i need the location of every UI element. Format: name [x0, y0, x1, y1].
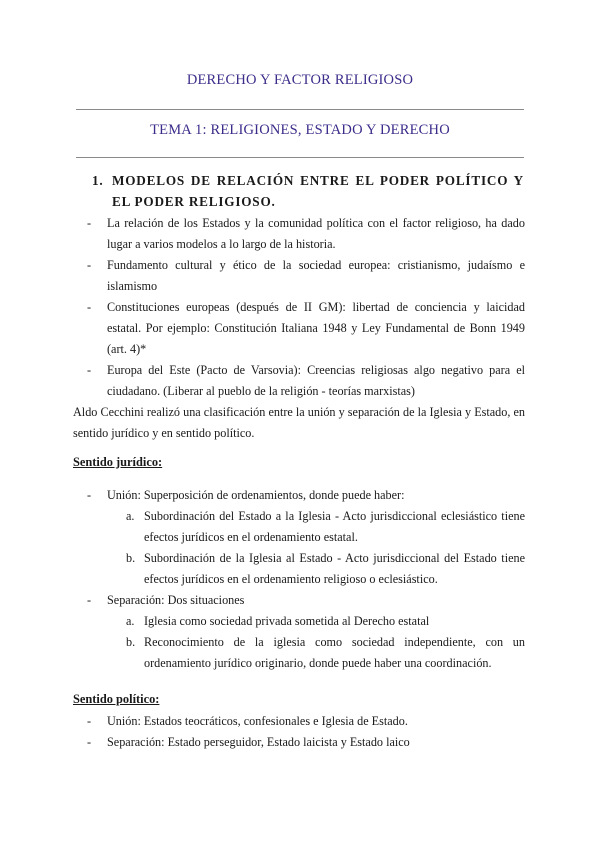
union-sublist [126, 506, 525, 590]
sublist-item-text: Iglesia como sociedad privada sometida al Derecho estatal [144, 614, 430, 628]
section-1-heading [92, 170, 524, 212]
list-item [87, 711, 525, 732]
sentido-juridico-list [87, 485, 525, 674]
dash-bullet: - [87, 216, 92, 230]
sublist-item [126, 506, 525, 548]
list-item [87, 213, 525, 255]
list-item [87, 485, 525, 590]
sublist-item-text: Subordinación del Estado a la Iglesia - Acto jurisdiccional eclesiástico tiene efectos jurídicos en el ordenamiento estatal. [144, 509, 525, 544]
list-item [87, 255, 525, 297]
item-letter: a. [126, 614, 135, 628]
list-item-text: Unión: Estados teocráticos, confesionales e Iglesia de Estado. [107, 714, 408, 728]
document-subtitle: TEMA 1: RELIGIONES, ESTADO Y DERECHO [150, 122, 450, 138]
list-item-text: Constituciones europeas (después de II GM): libertad de conciencia y laicidad estatal. Por ejemplo: Constitución Italiana 1948 y Ley Fundamental de Bonn 1949 (art. 4)* [107, 300, 525, 356]
sentido-juridico-heading: Sentido jurídico: [73, 455, 163, 469]
section-heading-text: MODELOS DE RELACIÓN ENTRE EL PODER POLÍTICO Y EL PODER RELIGIOSO. [112, 173, 524, 209]
list-item-text: Fundamento cultural y ético de la sociedad europea: cristianismo, judaísmo e islamismo [107, 258, 525, 293]
sublist-item [126, 548, 525, 590]
sublist-item [126, 632, 525, 674]
dash-bullet: - [87, 488, 92, 502]
document-title: DERECHO Y FACTOR RELIGIOSO [186, 72, 414, 88]
list-item-text: Separación: Dos situaciones [107, 593, 245, 607]
sublist-item [126, 611, 525, 632]
list-item [87, 360, 525, 402]
dash-bullet: - [87, 258, 92, 272]
item-letter: b. [126, 551, 136, 565]
dash-bullet: - [87, 300, 92, 314]
list-item [87, 732, 525, 753]
list-item [87, 590, 525, 674]
item-letter: b. [126, 635, 136, 649]
sublist-item-text: Subordinación de la Iglesia al Estado - Acto jurisdiccional del Estado tiene efectos jurídicos en el ordenamiento religioso o eclesiástico. [144, 551, 525, 586]
item-letter: a. [126, 509, 135, 523]
section-number: 1. [92, 173, 104, 188]
sentido-politico-heading: Sentido político: [73, 692, 160, 706]
list-item-text: Separación: Estado perseguidor, Estado laicista y Estado laico [107, 735, 410, 749]
list-item [87, 297, 525, 360]
dash-bullet: - [87, 714, 92, 728]
dash-bullet: - [87, 363, 92, 377]
dash-bullet: - [87, 593, 92, 607]
list-item-text: Europa del Este (Pacto de Varsovia): Creencias religiosas algo negativo para el ciudadano. (Liberar al pueblo de la religión - teorías marxistas) [107, 363, 525, 398]
sentido-politico-list [87, 711, 525, 753]
list-item-text: Unión: Superposición de ordenamientos, donde puede haber: [107, 488, 405, 502]
title-divider [76, 109, 524, 110]
list-item-text: La relación de los Estados y la comunidad política con el factor religioso, ha dado lugar a varios modelos a lo largo de la historia. [107, 216, 525, 251]
subtitle-divider [76, 157, 524, 158]
separacion-sublist [126, 611, 525, 674]
sublist-item-text: Reconocimiento de la iglesia como sociedad independiente, con un ordenamiento jurídico originario, donde puede haber una coordinación. [144, 635, 525, 670]
cecchini-paragraph: Aldo Cecchini realizó una clasificación entre la unión y separación de la Iglesia y Estado, en sentido jurídico y en sentido político. [73, 405, 525, 440]
section-1-bullet-list [87, 213, 525, 402]
dash-bullet: - [87, 735, 92, 749]
